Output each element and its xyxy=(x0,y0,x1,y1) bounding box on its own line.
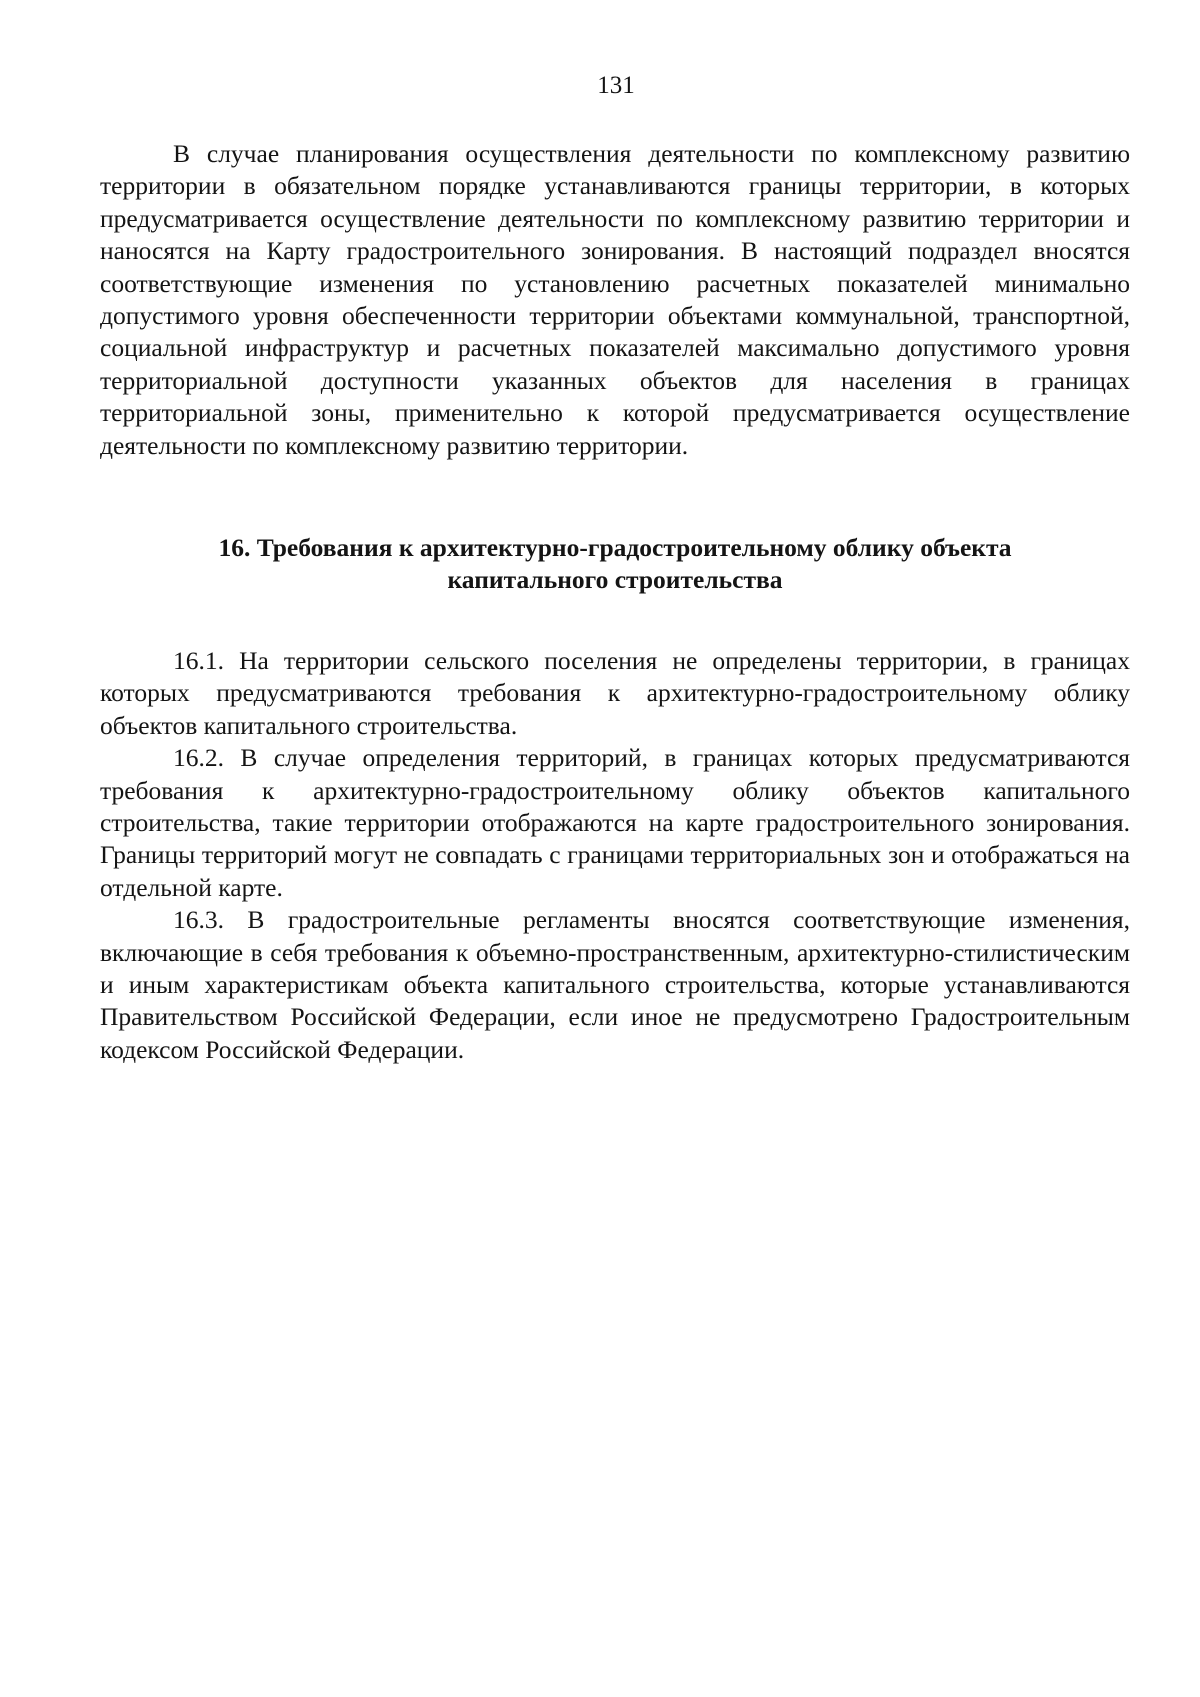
section-paragraph-16-2: 16.2. В случае определения территорий, в границах которых предусматриваются требования к архитектурно-градостроительному облику объектов капитального строительства, такие территории отображаются на карте градостроительного зонирования. Границы территорий могут не совпадать с границами территориальных зон и отображаться на отдельной карте. xyxy=(100,743,1130,902)
intro-paragraph: В случае планирования осуществления деятельности по комплексному развитию территории в обязательном порядке устанавливаются границы территории, в которых предусматривается осуществление деятельности по комплексному развитию территории и наносятся на Карту градостроительного зонирования. В настоящий подраздел вносятся соответствующие изменения по установлению расчетных показателей минимально допустимого уровня обеспеченности территории объектами коммунальной, транспортной, социальной инфраструктур и расчетных показателей максимально допустимого уровня территориальной доступности указанных объектов для населения в границах территориальной зоны, применительно к которой предусматривается осуществление деятельности по комплексному развитию территории. xyxy=(100,139,1130,460)
page-number: 131 xyxy=(597,72,635,99)
section-title-line-1: 16. Требования к архитектурно-градостроительному облику объекта xyxy=(218,533,1012,563)
section-paragraph-16-3: 16.3. В градостроительные регламенты вносятся соответствующие изменения, включающие в себя требования к объемно-пространственным, архитектурно-стилистическим и иным характеристикам объекта капитального строительства, которые устанавливаются Правительством Российской Федерации, если иное не предусмотрено Градостроительным кодексом Российской Федерации. xyxy=(100,905,1130,1064)
section-body xyxy=(100,645,1130,1066)
section-title xyxy=(100,532,1130,597)
section-title-line-2: капитального строительства xyxy=(447,565,783,595)
page-content xyxy=(100,138,1130,1066)
section-paragraph-16-1: 16.1. На территории сельского поселения не определены территории, в границах которых предусматриваются требования к архитектурно-градостроительному облику объектов капитального строительства. xyxy=(100,645,1130,740)
